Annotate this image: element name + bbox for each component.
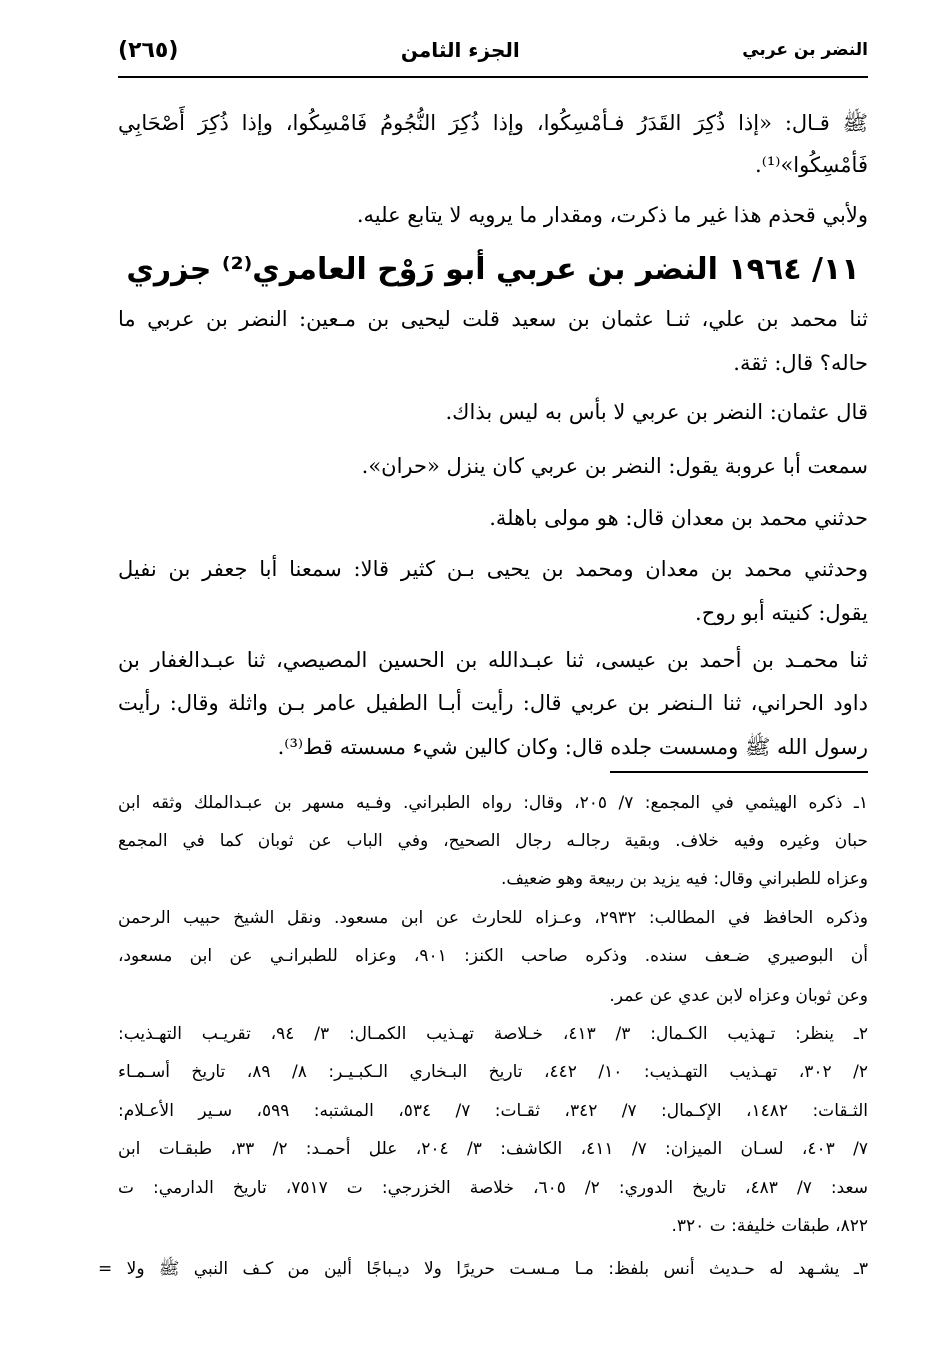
text-line: يقول: كنيته أبو روح. xyxy=(695,601,868,625)
header-rule xyxy=(118,76,868,78)
footnote-line: أن البوصيري ضـعف سنده. وذكره صاحب الكنز: ٩٠١، وعزاه للطبرانـي عن ابن مسعود، xyxy=(118,946,868,966)
footnote-line: الثـقات: ١٤٨٢، الإكـمال: ٧/ ٣٤٢، ثقـات: ٧/ ٥٣٤، المشتبه: ٥٩٩، سـير الأعـلام: xyxy=(118,1101,868,1121)
footnote-separator xyxy=(610,771,868,773)
footnote-line: حبان وغيره وفيه خلاف. وبقية رجالـه رجال الصحيح، وفي الباب عن ثوبان كما في المجمع xyxy=(118,831,868,851)
footnote-line: وعزاه للطبراني وقال: فيه يزيد بن ربيعة وهو ضعيف. xyxy=(501,869,868,889)
text-line: قال عثمان: النضر بن عربي لا بأس به ليس بذاك. xyxy=(445,400,868,424)
chapter-title: النضر بن عربي xyxy=(742,40,868,60)
text-line: سمعت أبا عروبة يقول: النضر بن عربي كان ينزل «حران». xyxy=(361,454,868,478)
text-line: فَأمْسِكُوا»⁽¹⁾. xyxy=(755,153,868,177)
text-line: ولأبي قحذم هذا غير ما ذكرت، ومقدار ما يرويه لا يتابع عليه. xyxy=(356,203,868,227)
text-line: حاله؟ قال: ثقة. xyxy=(733,351,868,375)
footnote-line: ٢/ ٣٠٢، تهـذيب التهـذيب: ١٠/ ٤٤٢، تاريخ البـخاري الـكبـيـر: ٨/ ٨٩، تاريخ أسـمـاء xyxy=(118,1062,868,1082)
footnote-line: وذكره الحافظ في المطالب: ٢٩٣٢، وعـزاه للحارث عن ابن مسعود. ونقل الشيخ حبيب الرحمن xyxy=(118,908,868,928)
footnote-line: ٧/ ٤٠٣، لسـان الميزان: ٧/ ٤١١، الكاشف: ٣/ ٢٠٤، علل أحمـد: ٢/ ٣٣، طبقـات ابن xyxy=(118,1139,868,1159)
footnote-line: ١ـ ذكره الهيثمي في المجمع: ٧/ ٢٠٥، وقال: رواه الطبراني. وفـيه مسهر بن عبـدالملك وثقه ابن xyxy=(118,793,868,813)
footnote-line: سعد: ٧/ ٤٨٣، تاريخ الدوري: ٢/ ٦٠٥، خلاصة الخزرجي: ت ٧٥١٧، تاريخ الدارمي: ت xyxy=(118,1178,868,1198)
text-line: ﷺ قـال: «إذا ذُكِرَ القَدَرُ فـأمْسِكُوا، وإذا ذُكِرَ النُّجُومُ فَامْسِكُوا، وإذا ذُكِرَ أَصْحَابِي xyxy=(118,111,868,135)
running-header xyxy=(118,30,868,70)
footnote-line: ٨٢٢، طبقات خليفة: ت ٣٢٠. xyxy=(671,1216,868,1236)
page-number: (٢٦٥) xyxy=(118,37,179,63)
footnote-line: ٣ـ يشـهد له حـديث أنس بلفظ: مـا مـسـت حريرًا ولا ديـباجًا ألين من كـف النبي ﷺ ولا = xyxy=(98,1259,868,1279)
text-line: وحدثني محمد بن معدان ومحمد بن يحيى بـن كثير قالا: سمعنا أبا جعفر بن نفيل xyxy=(118,557,868,581)
text-line: حدثني محمد بن معدان قال: هو مولى باهلة. xyxy=(489,506,868,530)
text-line: ثنا محمد بن علي، ثنـا عثمان بن سعيد قلت ليحيى بن مـعين: النضر بن عربي ما xyxy=(118,307,869,331)
footnote-line: وعن ثوبان وعزاه لابن عدي عن عمر. xyxy=(609,986,868,1006)
text-line: رسول الله ﷺ ومسست جلده قال: وكان كالين شيء مسسته قط⁽³⁾. xyxy=(277,735,868,759)
volume-title: الجزء الثامن xyxy=(400,38,520,62)
footnote-line: ٢ـ ينظر: تـهذيب الكـمال: ٣/ ٤١٣، خـلاصة تهـذيب الكمـال: ٣/ ٩٤، تقريـب التهـذيب: xyxy=(118,1024,868,1044)
text-line: داود الحراني، ثنا الـنضر بن عربي قال: رأيت أبـا الطفيل عامر بـن واثلة وقال: رأيت xyxy=(118,691,868,715)
entry-heading: ١١/ ١٩٦٤ النضر بن عربي أبو رَوْح العامري⁽²⁾ جزري xyxy=(126,252,860,287)
text-line: ثنا محمـد بن أحمد بن عيسى، ثنا عبـدالله بن الحسين المصيصي، ثنا عبـدالغفار بن xyxy=(118,648,868,672)
